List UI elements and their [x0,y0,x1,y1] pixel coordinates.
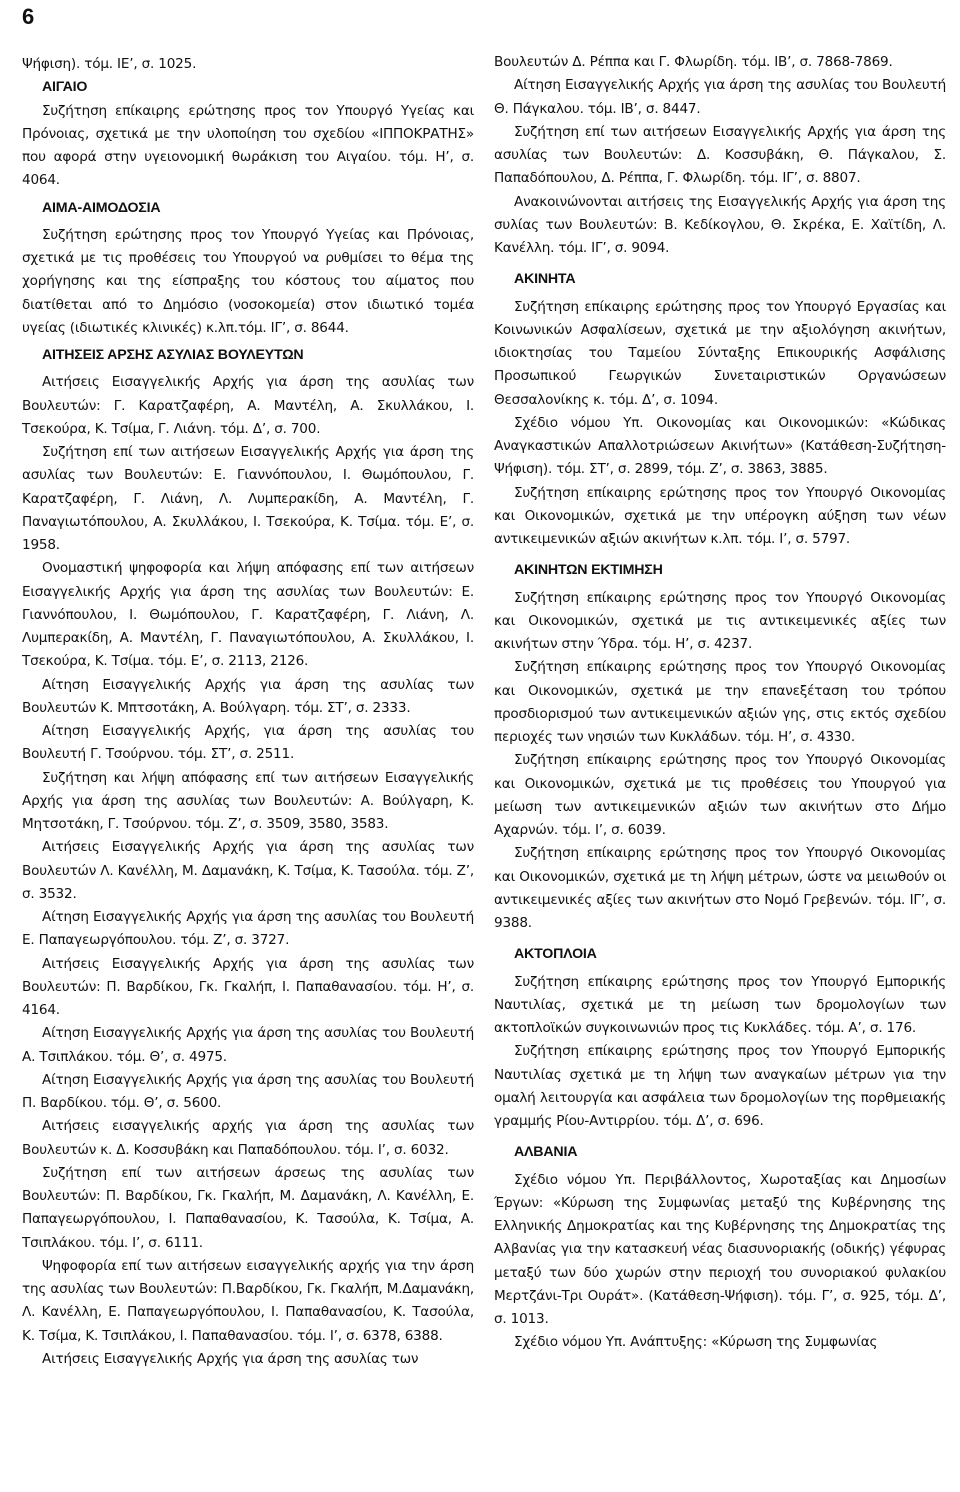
paragraph: Ψηφοφορία επί των αιτήσεων εισαγγελικής αρχής για την άρση της ασυλίας των Βουλευτών: Π.Βαρδίκου, Γκ. Γκαλήπ, Μ.Δαμανάκη, Λ. Κανέλλη, Ε. Παπαγεωργόπουλου, Ι. Παπαθανασίου, Κ. Τασούλα, Κ. Τσίμα, Κ. Τσιπλάκου, Ι. Παπαθανασίου. τόμ. Ι’, σ. 6378, 6388. [22,1257,474,1344]
paragraph: Συζήτηση επί των αιτήσεων Εισαγγελικής Αρχής για άρση της ασυλίας των Βουλευτών: Ε. Γιαννόπουλου, Ι. Θωμόπουλου, Γ. Καρατζαφέρη, Γ. Λιάνη, Λ. Λυμπερακίδη, Α. Μαντέλη, Γ. Παναγιωτόπουλου, Α. Σκυλλάκου, Ι. Τσεκούρα, Κ. Τσίμα. τόμ. Ε’, σ. 1958. [22,444,474,553]
paragraph: Βουλευτών Δ. Ρέππα και Γ. Φλωρίδη. τόμ. ΙΒ’, σ. 7868-7869. [494,54,893,70]
paragraph: Αίτηση Εισαγγελικής Αρχής, για άρση της ασυλίας του Βουλευτή Γ. Τσούρνου. τόμ. ΣΤ’, σ. 2511. [22,723,474,763]
paragraph: Συζήτηση επίκαιρης ερώτησης προς τον Υπουργό Οικονομίας και Οικονομικών, σχετικά με τις προθέσεις του Υπουργού για μείωση των αντικειμενικών αξιών των ακινήτων στο Δήμο Αχαρνών. τόμ. Ι’, σ. 6039. [494,752,946,838]
section-heading-ektimisi: ΑΚΙΝΗΤΩΝ ΕΚΤΙΜΗΣΗ [514,562,663,579]
right-column [494,51,946,1355]
paragraph: Συζήτηση επί των αιτήσεων Εισαγγελικής Αρχής για άρση της ασυλίας των Βουλευτών: Δ. Κοσσυβάκη, Θ. Πάγκαλου, Σ. Παπαδόπουλου, Δ. Ρέππα, Γ. Φλωρίδη. τόμ. ΙΓ’, σ. 8807. [494,123,946,187]
paragraph: Αίτηση Εισαγγελικής Αρχής για άρση της ασυλίας του Βουλευτή Α. Τσιπλάκου. τόμ. Θ’, σ. 4975. [22,1025,474,1065]
paragraph: Αιτήσεις Εισαγγελικής Αρχής για άρση της ασυλίας των Βουλευτών: Γ. Καρατζαφέρη, Α. Μαντέλη, Α. Σκυλλάκου, Ι. Τσεκούρα, Κ. Τσίμα, Γ. Λιάνη. τόμ. Δ’, σ. 700. [22,374,474,437]
paragraph: Σχέδιο νόμου Υπ. Οικονομίας και Οικονομικών: «Κώδικας Αναγκαστικών Απαλλοτριώσεων Ακινήτων» (Κατάθεση-Συζήτηση-Ψήφιση). τόμ. ΣΤ’, σ. 2899, τόμ. Ζ’, σ. 3863, 3885. [494,414,946,478]
paragraph: Συζήτηση επίκαιρης ερώτησης προς τον Υπουργό Εργασίας και Κοινωνικών Ασφαλίσεων, σχετικά με την αξιολόγηση ακινήτων, ιδιοκτησίας του Ταμείου Σύνταξης Επικουρικής Ασφάλισης Προσωπικού Γεωργικών Συνεταιριστικών Οργανώσεων Θεσσαλονίκης κ. τόμ. Δ’, σ. 1094. [494,298,946,408]
paragraph: Αιτήσεις Εισαγγελικής Αρχής για άρση της ασυλίας των Βουλευτών: Π. Βαρδίκου, Γκ. Γκαλήπ, Ι. Παπαθανασίου. τόμ. Η’, σ. 4164. [22,955,474,1018]
left-column [22,53,474,1371]
section-heading-aktoploia: ΑΚΤΟΠΛΟΙΑ [514,946,597,963]
paragraph: Σχέδιο νόμου Υπ. Ανάπτυξης: «Κύρωση της Συμφωνίας [514,1334,878,1351]
paragraph: Συζήτηση επίκαιρης ερώτησης προς τον Υπουργό Οικονομίας και Οικονομικών, σχετικά με την επανεξέταση του τρόπου προσδιορισμού των αντικειμενικών αξιών γης, στις εκτός σχεδίου περιοχές των νησιών των Κυκλάδων. τόμ. Η’, σ. 4330. [494,659,946,745]
paragraph: Συζήτηση επί των αιτήσεων άρσεως της ασυλίας των Βουλευτών: Π. Βαρδίκου, Γκ. Γκαλήπ, Μ. Δαμανάκη, Λ. Κανέλλη, Ε. Παπαγεωργόπουλου, Ι. Παπαθανασίου, Κ. Τασούλα, Κ. Τσίμα, Α. Τσιπλάκου. τόμ. Ι’, σ. 6111. [22,1164,474,1251]
paragraph: Αίτηση Εισαγγελικής Αρχής για άρση της ασυλίας του Βουλευτή Π. Βαρδίκου. τόμ. Θ’, σ. 5600. [22,1071,474,1111]
paragraph: Ψήφιση). τόμ. ΙΕ’, σ. 1025. [22,56,197,72]
paragraph: Ονομαστική ψηφοφορία και λήψη απόφασης επί των αιτήσεων Εισαγγελικής Αρχής για άρση της ασυλίας των Βουλευτών: Ε. Γιαννόπουλου, Ι. Θωμόπουλου, Γ. Καρατζαφέρη, Γ. Λιάνη, Λ. Λυμπερακίδη, Α. Μαντέλη, Γ. Παναγιωτόπουλου, Α. Σκυλλάκου, Ι. Τσεκούρα, Κ. Τσίμα. τόμ. Ε’, σ. 2113, 2126. [22,560,474,670]
paragraph: Αιτήσεις εισαγγελικής αρχής για άρση της ασυλίας των Βουλευτών κ. Δ. Κοσσυβάκη και Παπαδόπουλου. τόμ. Ι’, σ. 6032. [22,1118,474,1158]
paragraph: Ανακοινώνονται αιτήσεις της Εισαγγελικής Αρχής για άρση της συλίας των Βουλευτών: Β. Κεδίκογλου, Θ. Σκρέκα, Ε. Χαϊτίδη, Λ. Κανέλλη. τόμ. ΙΓ’, σ. 9094. [494,193,946,256]
page-number: 6 [22,4,35,29]
section-heading-aima: ΑΙΜΑ-ΑΙΜΟΔΟΣΙΑ [42,199,161,216]
paragraph: Συζήτηση επίκαιρης ερώτησης προς τον Υπουργό Εμπορικής Ναυτιλίας, σχετικά με τη μείωση των δρομολογίων των ακτοπλοϊκών συγκοινωνιών προς τις Κυκλάδες. τόμ. Α’, σ. 176. [494,973,946,1036]
paragraph: Αιτήσεις Εισαγγελικής Αρχής για άρση της ασυλίας των Βουλευτών Λ. Κανέλλη, Μ. Δαμανάκη, Κ. Τσίμα, Κ. Τασούλα. τόμ. Ζ’, σ. 3532. [22,839,474,902]
paragraph: Αίτηση Εισαγγελικής Αρχής για άρση της ασυλίας του Βουλευτή Θ. Πάγκαλου. τόμ. ΙΒ’, σ. 8447. [494,77,946,117]
paragraph: Συζήτηση επίκαιρης ερώτησης προς τον Υπουργό Υγείας και Πρόνοιας, σχετικά με την υλοποίηση του σχεδίου «ΙΠΠΟΚΡΑΤΗΣ» που αφορά στην υγειονομική θωράκιση του Αιγαίου. τόμ. Η’, σ. 4064. [22,102,474,189]
paragraph: Συζήτηση επίκαιρης ερώτησης προς τον Υπουργό Οικονομίας και Οικονομικών, σχετικά με την υπέρογκη αύξηση των νέων αντικειμενικών αξιών ακινήτων κ.λπ. τόμ. Ι’, σ. 5797. [494,484,946,547]
paragraph: Αίτηση Εισαγγελικής Αρχής για άρση της ασυλίας των Βουλευτών Κ. Μπτσοτάκη, Α. Βούλγαρη. τόμ. ΣΤ’, σ. 2333. [22,676,474,716]
section-heading-aitiseis: ΑΙΤΗΣΕΙΣ ΑΡΣΗΣ ΑΣΥΛΙΑΣ ΒΟΥΛΕΥΤΩΝ [42,347,304,363]
paragraph: Συζήτηση επίκαιρης ερώτησης προς τον Υπουργό Εμπορικής Ναυτιλίας σχετικά με τη λήψη των αναγκαίων μέτρων για την ομαλή λειτουργία και ασφάλεια των δρομολογίων της πορθμειακής γραμμής Ρίου-Αντιρρίου. τόμ. Δ’, σ. 696. [494,1043,946,1129]
paragraph: Συζήτηση επίκαιρης ερώτησης προς τον Υπουργό Οικονομίας και Οικονομικών, σχετικά με τη λήψη μέτρων, ώστε να μειωθούν οι αντικειμενικές αξίες των ακινήτων στο Νομό Γρεβενών. τόμ. ΙΓ’, σ. 9388. [494,845,946,931]
paragraph: Συζήτηση και λήψη απόφασης επί των αιτήσεων Εισαγγελικής Αρχής για άρση της ασυλίας των Βουλευτών: Α. Βούλγαρη, Κ. Μητσοτάκη, Γ. Τσούρνου. τόμ. Ζ’, σ. 3509, 3580, 3583. [22,769,474,832]
section-heading-akinita: ΑΚΙΝΗΤΑ [514,271,576,288]
paragraph: Αίτηση Εισαγγελικής Αρχής για άρση της ασυλίας του Βουλευτή Ε. Παπαγεωργόπουλου. τόμ. Ζ’, σ. 3727. [22,909,474,949]
paragraph: Σχέδιο νόμου Υπ. Περιβάλλοντος, Χωροταξίας και Δημοσίων Έργων: «Κύρωση της Συμφωνίας μεταξύ της Κυβέρνησης της Ελληνικής Δημοκρατίας και της Κυβέρνησης της Δημοκρατίας της Αλβανίας για την κατασκευή νέας διασυνοριακής (οδικής) γέφυρας μεταξύ των δύο χωρών στην περιοχή του συνοριακού φυλακίου Μερτζάνι-Τρι Ουράτ». (Κατάθεση-Ψήφιση). τόμ. Γ’, σ. 925, τόμ. Δ’, σ. 1013. [494,1171,946,1327]
section-heading-albania: ΑΛΒΑΝΙΑ [514,1144,578,1161]
paragraph: Συζήτηση ερώτησης προς τον Υπουργό Υγείας και Πρόνοιας, σχετικά με τις προθέσεις του Υπουργού να ρυθμίσει το θέμα της χορήγησης και της είσπραξης του κόστους του αίματος που διατίθεται από το Δημόσιο (νοσοκομεία) στον ιδιωτικό τομέα υγείας (ιδιωτικές κλινικές) κ.λπ.τόμ. ΙΓ’, σ. 8644. [22,226,474,336]
paragraph: Συζήτηση επίκαιρης ερώτησης προς τον Υπουργό Οικονομίας και Οικονομικών, σχετικά με τις αντικειμενικές αξίες των ακινήτων στην Ύδρα. τόμ. Η’, σ. 4237. [494,589,946,652]
paragraph: Αιτήσεις Εισαγγελικής Αρχής για άρση της ασυλίας των [42,1350,419,1367]
section-heading-aigaio: ΑΙΓΑΙΟ [42,79,88,96]
